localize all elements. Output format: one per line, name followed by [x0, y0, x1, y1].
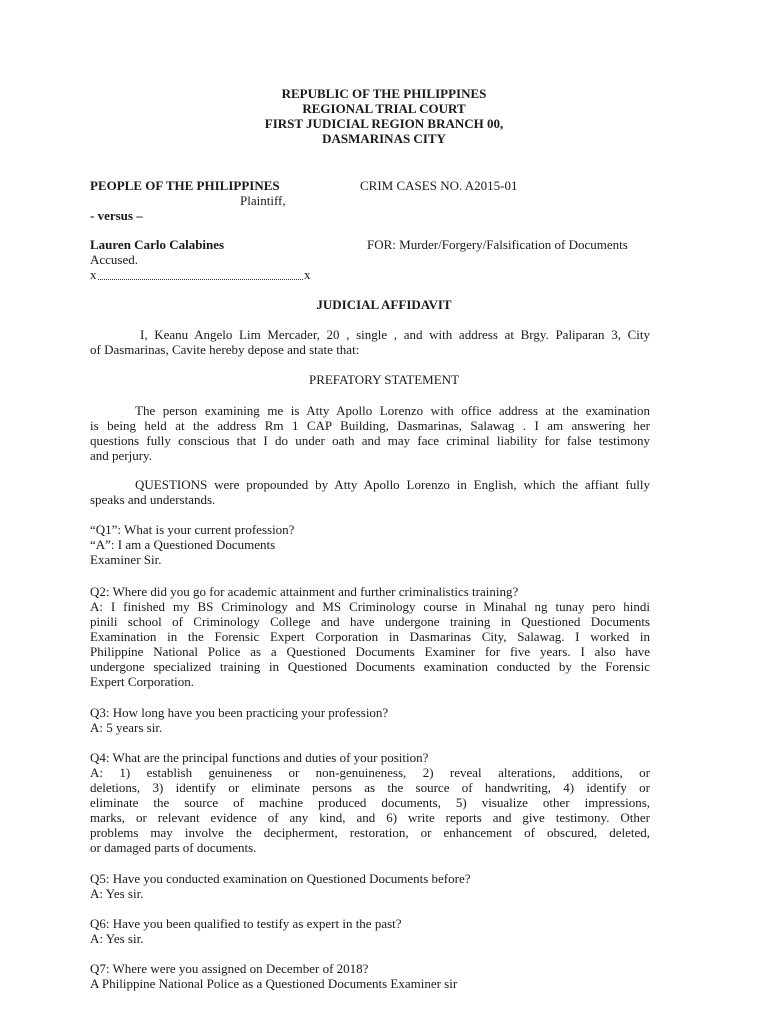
prefatory-line: The person examining me is Atty Apollo Lorenzo with office address at the examination — [135, 403, 650, 418]
header-court: REGIONAL TRIAL COURT — [302, 101, 466, 116]
answer-4-line: marks, or relevant evidence of any kind, and 6) write reports and give testimony. Other — [90, 810, 650, 825]
question-4: Q4: What are the principal functions and duties of your position? — [90, 750, 429, 765]
qa-item-4 — [90, 750, 650, 855]
answer-4-line: A: 1) establish genuineness or non-genuineness, 2) reveal alterations, additions, or — [90, 765, 650, 780]
prefatory-line: questions fully conscious that I do under oath and may face criminal liability for false testimony — [90, 433, 650, 448]
answer-3: A: 5 years sir. — [90, 720, 163, 735]
qa-item-5 — [90, 871, 650, 901]
prefatory-heading: PREFATORY STATEMENT — [308, 372, 460, 387]
answer-2-line: Philippine National Police as a Questioned Documents Examiner for five years. I also have — [90, 644, 650, 659]
plaintiff-role: Plaintiff, — [240, 193, 286, 208]
question-5: Q5: Have you conducted examination on Questioned Documents before? — [90, 871, 471, 886]
qa-item-7 — [90, 961, 650, 991]
header-republic: REPUBLIC OF THE PHILIPPINES — [281, 86, 487, 101]
answer-2-line: Examination in the Forensic Expert Corporation in Dasmarinas City, Salawag. I worked in — [90, 629, 650, 644]
separator-start: x — [90, 267, 97, 282]
answer-6: A: Yes sir. — [90, 931, 144, 946]
answer-2-line: Expert Corporation. — [90, 674, 194, 689]
qa-item-6 — [90, 916, 650, 946]
versus-label: - versus – — [90, 208, 143, 223]
intro-line: I, Keanu Angelo Lim Mercader, 20 , single , and with address at Brgy. Paliparan 3, City — [140, 327, 650, 342]
question-1: “Q1”: What is your current profession? — [90, 522, 295, 537]
separator-end: x — [304, 267, 311, 282]
question-6: Q6: Have you been qualified to testify as expert in the past? — [90, 916, 402, 931]
answer-4-line: or damaged parts of documents. — [90, 840, 257, 855]
intro-paragraph — [90, 327, 650, 357]
answer-4-line: deletions, 3) identify or eliminate persons as the source of handwriting, 4) identify or — [90, 780, 650, 795]
document-title: JUDICIAL AFFIDAVIT — [316, 297, 452, 312]
question-7: Q7: Where were you assigned on December of 2018? — [90, 961, 369, 976]
prefatory-line: speaks and understands. — [90, 492, 216, 507]
qa-item-3 — [90, 705, 650, 735]
answer-4-line: problems may involve the decipherment, restoration, or enhancement of obscured, deleted, — [90, 825, 650, 840]
prefatory-line: QUESTIONS were propounded by Atty Apollo Lorenzo in English, which the affiant fully — [135, 477, 650, 492]
qa-item-2 — [90, 584, 650, 689]
prefatory-line: and perjury. — [90, 448, 152, 463]
prefatory-line: is being held at the address Rm 1 CAP Building, Dasmarinas, Salawag . I am answering her — [90, 418, 650, 433]
charge-description: FOR: Murder/Forgery/Falsification of Documents — [367, 237, 628, 252]
separator-dotted-line — [98, 279, 303, 280]
answer-1-line: Examiner Sir. — [90, 552, 162, 567]
answer-5: A: Yes sir. — [90, 886, 144, 901]
prefatory-paragraph-1 — [90, 403, 650, 463]
prefatory-paragraph-2 — [90, 477, 650, 507]
question-3: Q3: How long have you been practicing your profession? — [90, 705, 389, 720]
qa-item-1 — [90, 522, 650, 567]
case-number: CRIM CASES NO. A2015-01 — [360, 178, 518, 193]
header-region-branch: FIRST JUDICIAL REGION BRANCH 00, — [264, 116, 504, 131]
answer-2-line: undergone specialized training in Questioned Documents examination conducted by the Forensic — [90, 659, 650, 674]
question-2: Q2: Where did you go for academic attainment and further criminalistics training? — [90, 584, 519, 599]
accused-name: Lauren Carlo Calabines — [90, 237, 225, 252]
answer-1-line: “A”: I am a Questioned Documents — [90, 537, 276, 552]
accused-role: Accused. — [90, 252, 139, 267]
answer-7: A Philippine National Police as a Questioned Documents Examiner sir — [90, 976, 458, 991]
answer-2-line: pinili school of Criminology College and have undergone training in Questioned Documents — [90, 614, 650, 629]
plaintiff-name: PEOPLE OF THE PHILIPPINES — [90, 178, 280, 193]
caption-separator — [90, 267, 310, 282]
answer-4-line: eliminate the source of machine produced documents, 5) visualize other impressions, — [90, 795, 650, 810]
header-city: DASMARINAS CITY — [322, 131, 446, 146]
answer-2-line: A: I finished my BS Criminology and MS Criminology course in Minahal ng tunay pero hindi — [90, 599, 650, 614]
intro-line: of Dasmarinas, Cavite hereby depose and state that: — [90, 342, 360, 357]
